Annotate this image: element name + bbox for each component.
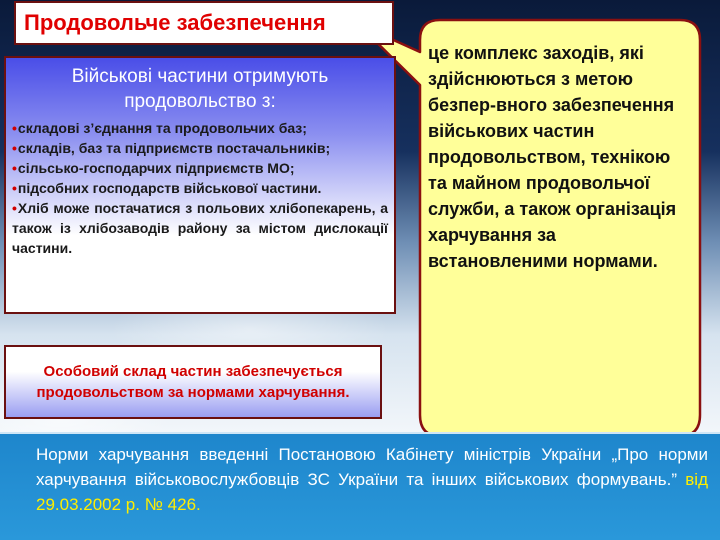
bullet-icon: • bbox=[12, 180, 17, 196]
list-item-text: сільсько-господарчих підприємств МО; bbox=[17, 160, 295, 176]
bullet-icon: • bbox=[12, 160, 17, 176]
food-sources-block bbox=[4, 56, 396, 314]
bullet-icon: • bbox=[12, 200, 17, 216]
special-personnel-block bbox=[4, 345, 382, 419]
list-item-text: підсобних господарств військової частини. bbox=[17, 180, 322, 196]
list-item bbox=[12, 178, 388, 198]
page-title-box bbox=[14, 1, 394, 45]
bullet-icon: • bbox=[12, 120, 17, 136]
footer-date: від 29.03.2002 р. № 426. bbox=[36, 470, 708, 514]
bullet-icon: • bbox=[12, 140, 17, 156]
list-item-text: складів, баз та підприємств постачальників; bbox=[17, 140, 331, 156]
special-personnel-text: Особовий склад частин забезпечується продовольством за нормами харчування. bbox=[36, 363, 350, 401]
footer-text: Норми харчування введенні Постановою Кабінету міністрів України „Про норми харчування військовослужбовців ЗС України та інших військових формувань.” bbox=[36, 445, 708, 489]
list-item-text: складові з’єднання та продовольчих баз; bbox=[17, 120, 307, 136]
list-item bbox=[12, 198, 388, 258]
list-item bbox=[12, 158, 388, 178]
page-title: Продовольче забезпечення bbox=[24, 10, 326, 35]
list-item-text: Хліб може постачатися з польових хлібопекарень, а також із хлібозаводів району за містом дислокації частини. bbox=[12, 200, 388, 256]
list-item bbox=[12, 118, 388, 138]
food-sources-heading: Військові частини отримують продовольство з: bbox=[71, 66, 329, 112]
definition-callout-text: це комплекс заходів, які здійснюються з метою безпер-вного забезпечення військових частин продовольством, технікою та майном продовольчої служби, а також організація харчування за встановленими нормами. bbox=[428, 43, 677, 271]
list-item bbox=[12, 138, 388, 158]
food-sources-list bbox=[12, 118, 388, 258]
footer-note bbox=[0, 432, 720, 540]
